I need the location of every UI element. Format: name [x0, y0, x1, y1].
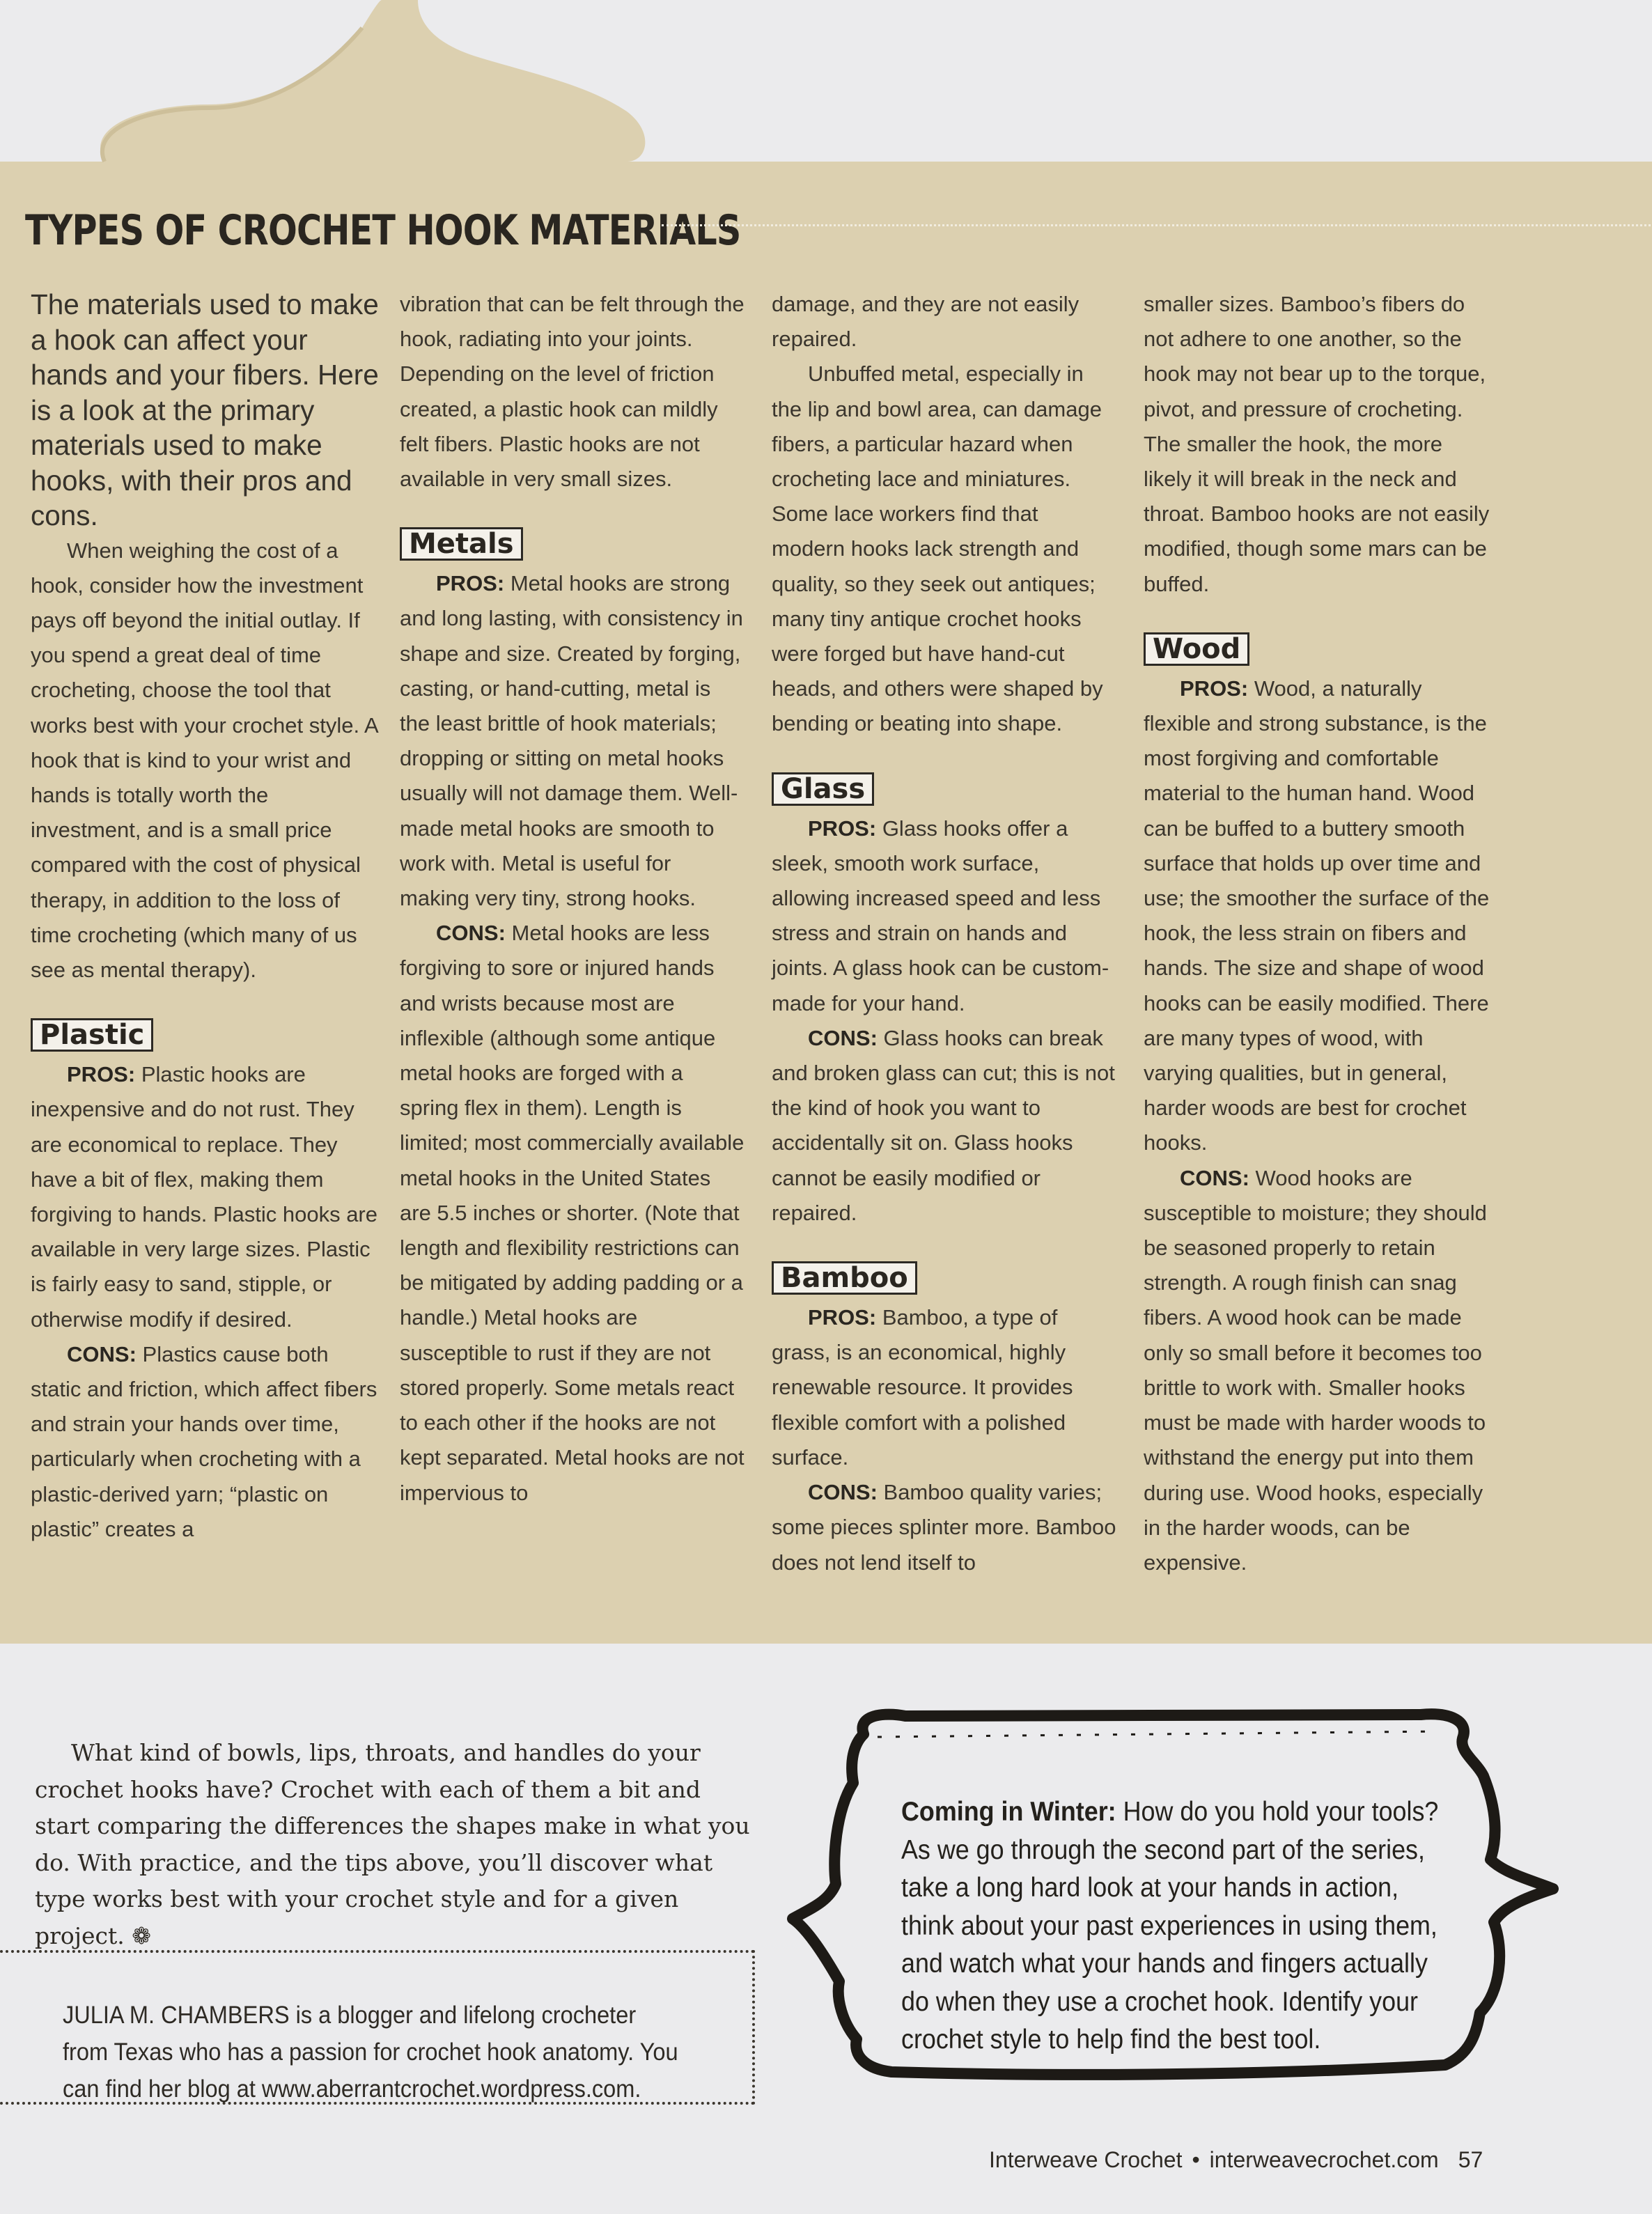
footer-magazine: Interweave Crochet: [989, 2147, 1183, 2172]
glass-cons-text: Glass hooks can break and broken glass can cut; this is not the kind of hook you want to accidentally sit on. Glass hooks cannot be easily modified or repaired.: [772, 1025, 1115, 1225]
plastic-pros-text: Plastic hooks are inexpensive and do not rust. They are economical to replace. They have a bit of flex, making them forgiving to hands. Plastic hooks are available in very large sizes. Plastic is fairly easy to sand, stipple, or otherwise modify if desired.: [31, 1062, 377, 1332]
closing-paragraph: [35, 1735, 759, 1954]
pros-label: PROS:: [808, 816, 877, 841]
column-4: [1144, 287, 1495, 1580]
footer-bullet: •: [1192, 2147, 1200, 2172]
intro-body: When weighing the cost of a hook, consider how the investment pays off beyond the initial outlay. If you spend a great deal of time crocheting, choose the tool that works best with your crochet style. A hook that is kind to your wrist and hands is totally worth the investment, and is a small price compared with the cost of physical therapy, in addition to the loss of time crocheting (which many of us see as mental therapy).: [31, 538, 377, 982]
pros-label: PROS:: [1180, 676, 1249, 701]
page-footer: [989, 2147, 1483, 2173]
plastic-section-heading: [31, 1018, 379, 1053]
cons-label: CONS:: [1180, 1165, 1249, 1190]
end-mark-icon: ❁: [132, 1921, 151, 1949]
wood-cons: [1144, 1161, 1495, 1580]
hook-silhouette-decoration: [0, 0, 1652, 320]
pros-label: PROS:: [436, 571, 505, 596]
cons-label: CONS:: [808, 1480, 878, 1505]
wood-pros-text: Wood, a naturally flexible and strong substance, is the most forgiving and comfortable material to the human hand. Wood can be buffed to a buttery smooth surface that holds up over time and use; the smoother the surface of the hook, the less strain on fibers and hands. The size and shape of wood hooks can be easily modified. There are many types of wood, with varying qualities, but in general, harder woods are best for crochet hooks.: [1144, 676, 1490, 1155]
footer-website: interweavecrochet.com: [1209, 2147, 1439, 2172]
pros-label: PROS:: [67, 1062, 136, 1087]
callout-label: Coming in Winter:: [901, 1797, 1116, 1827]
wood-cons-text: Wood hooks are susceptible to moisture; they should be seasoned properly to retain strength. A rough finish can snag fibers. A wood hook can be made only so small before it becomes too brittle to work with. Smaller hooks must be made with harder woods to withstand the energy put into them during use. Wood hooks, especially in the harder woods, can be expensive.: [1144, 1165, 1487, 1575]
wood-section-heading: [1144, 632, 1495, 667]
plastic-pros: [31, 1057, 379, 1337]
author-bio: JULIA M. CHAMBERS is a blogger and lifelong crocheter from Texas who has a passion for crochet hook anatomy. You can find her blog at www.aberrantcrochet.wordpress.com.: [63, 2002, 678, 2103]
wood-title: Wood: [1144, 632, 1249, 666]
plastic-cons-continued: vibration that can be felt through the hook, radiating into your joints. Depending on the level of friction created, a plastic hook can mildly felt fibers. Plastic hooks are not available in very small sizes.: [400, 292, 745, 492]
glass-title: Glass: [772, 772, 874, 806]
metals-pros: [400, 566, 745, 916]
metals-cons-text: Metal hooks are less forgiving to sore or injured hands and wrists because most are inflexible (although some antique metal hooks are forged with a spring flex in them). Length is limited; most commercially available metal hooks in the United States are 5.5 inches or shorter. (Note that length and flexibility restrictions can be mitigated by adding padding or a handle.) Metal hooks are susceptible to rust if they are not stored properly. Some metals react to each other if the hooks are not kept separated. Metal hooks are not impervious to: [400, 921, 745, 1505]
cons-label: CONS:: [436, 921, 506, 946]
plastic-cons-text: Plastics cause both static and friction, which affect fibers and strain your hands over time, particularly when crocheting with a plastic-derived yarn; “plastic on plastic” creates a: [31, 1341, 377, 1541]
page-title: TYPES OF CROCHET HOOK MATERIALS: [25, 206, 741, 255]
bamboo-cons: [772, 1475, 1117, 1580]
glass-pros: [772, 811, 1117, 1021]
bamboo-section-heading: [772, 1261, 1117, 1296]
metals-cons: [400, 916, 745, 1510]
page-number: 57: [1458, 2147, 1483, 2172]
bamboo-pros: [772, 1300, 1117, 1475]
title-divider: [662, 224, 1651, 226]
column-3: [772, 287, 1117, 1580]
bamboo-cons-text: Bamboo quality varies; some pieces splinter more. Bamboo does not lend itself to: [772, 1480, 1116, 1575]
metals-pros-text: Metal hooks are strong and long lasting, with consistency in shape and size. Created by forging, casting, or hand-cutting, metal is the least brittle of hook materials; dropping or sitting on metal hooks usually will not damage them. Well-made metal hooks are smooth to work with. Metal is useful for making very tiny, strong hooks.: [400, 571, 743, 911]
column-1: [31, 287, 379, 1547]
wood-pros: [1144, 671, 1495, 1161]
closing-text: What kind of bowls, lips, throats, and handles do your crochet hooks have? Crochet with each of them a bit and start comparing the differences the shapes make in what you do. With practice, and the tips above, you’ll discover what type works best with your crochet style and for a given project.: [35, 1739, 750, 1949]
callout-box: [901, 1793, 1440, 2059]
bamboo-cons-continued: smaller sizes. Bamboo’s fibers do not adhere to one another, so the hook may not bear up to the torque, pivot, and pressure of crocheting. The smaller the hook, the more likely it will break in the neck and throat. Bamboo hooks are not easily modified, though some mars can be buffed.: [1144, 292, 1490, 596]
cons-label: CONS:: [808, 1025, 878, 1050]
bamboo-title: Bamboo: [772, 1261, 917, 1295]
glass-pros-text: Glass hooks offer a sleek, smooth work surface, allowing increased speed and less stress and strain on hands and joints. A glass hook can be custom-made for your hand.: [772, 816, 1109, 1015]
callout-text: How do you hold your tools? As we go through the second part of the series, take a long hard look at your hands in action, think about your past experiences in using them, and watch what your hands and fingers actually do when they use a crochet hook. Identify your crochet style to help find the best tool.: [901, 1797, 1439, 2055]
metals-section-heading: [400, 527, 745, 562]
metals-extra: Unbuffed metal, especially in the lip and bowl area, can damage fibers, a particular hazard when crocheting lace and miniatures. Some lace workers find that modern hooks lack strength and quality, so they seek out antiques; many tiny antique crochet hooks were forged but have hand-cut heads, and others were shaped by bending or beating into shape.: [772, 361, 1103, 736]
pros-label: PROS:: [808, 1305, 877, 1330]
column-2: [400, 287, 745, 1511]
glass-section-heading: [772, 772, 1117, 807]
metals-cons-continued: damage, and they are not easily repaired.: [772, 292, 1080, 352]
plastic-cons: [31, 1337, 379, 1547]
cons-label: CONS:: [67, 1341, 137, 1366]
plastic-title: Plastic: [31, 1018, 153, 1052]
intro-lead: The materials used to make a hook can affect your hands and your fibers. Here is a look at the primary materials used to make hooks, with their pros and cons.: [31, 288, 379, 531]
glass-cons: [772, 1021, 1117, 1231]
metals-title: Metals: [400, 527, 523, 561]
bamboo-pros-text: Bamboo, a type of grass, is an economical, highly renewable resource. It provides flexible comfort with a polished surface.: [772, 1305, 1073, 1469]
